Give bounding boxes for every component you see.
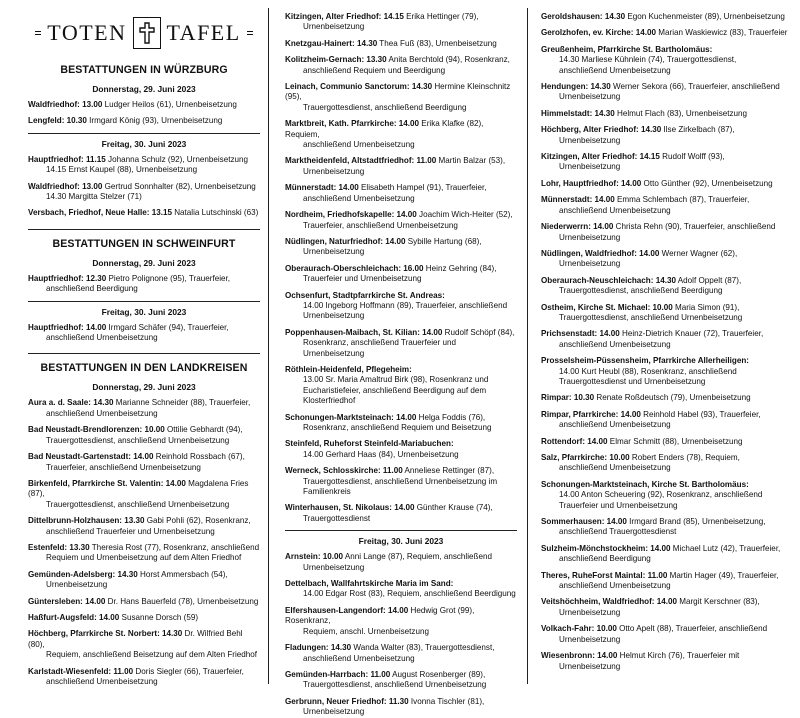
entry-text-continued: anschließend Beerdigung: [46, 284, 138, 294]
entry-location-time: Steinfeld, Ruheforst Steinfeld-Mariabuchen:: [285, 439, 454, 449]
entry-text: Natalia Lutschinski (63): [171, 208, 259, 218]
entry-text-continued: Urnenbeisetzung: [559, 259, 621, 269]
entry-text-continued: 14.00 Gerhard Haas (84), Urnenbeisetzung: [303, 449, 459, 459]
funeral-entry: [285, 552, 517, 573]
funeral-entry: [541, 195, 791, 216]
entry-text: Marian Waskiewicz (83), Trauerfeier: [656, 28, 788, 38]
entry-text: Horst Ammersbach (54),: [137, 569, 228, 579]
entry-text-continued: anschließend Urnenbeisetzung: [559, 581, 671, 591]
entry-text: Ivonna Tischler (81),: [408, 696, 485, 706]
entry-text: Günther Krause (74),: [414, 503, 493, 513]
entry-text: Ludger Heilos (61), Urnenbeisetzung: [102, 100, 237, 109]
entry-location-time: Kitzingen, Alter Friedhof: 14.15: [541, 152, 660, 162]
funeral-entry: [541, 544, 791, 565]
entry-text-continued: Trauergottesdienst, anschließend Beerdigung: [559, 286, 723, 296]
entry-text-continued: Urnenbeisetzung: [46, 580, 108, 590]
entry-location-time: Winterhausen, St. Nikolaus: 14.00: [285, 503, 415, 513]
entry-text-continued: Urnenbeisetzung: [303, 311, 365, 321]
entry-location-time: Waldfriedhof: 13.00: [28, 100, 103, 109]
entry-text-continued: Trauerfeier, anschließend Urnenbeisetzung: [303, 220, 458, 230]
funeral-entry: [541, 303, 791, 324]
entry-text: Magdalena Fries (87),: [28, 478, 249, 499]
entry-text-continued: Urnenbeisetzung: [303, 247, 365, 257]
date-header: Freitag, 30. Juni 2023: [28, 301, 260, 317]
entry-text-continued: Urnenbeisetzung: [559, 162, 621, 172]
entry-text-continued: Trauergottesdienst: [303, 513, 371, 523]
entry-location-time: Oberaurach-Oberschleichach: 16.00: [285, 263, 424, 273]
funeral-entry: [285, 82, 517, 113]
entry-location-time: Oberaurach-Neuschleichach: 14.30: [541, 275, 676, 285]
entry-text-continued: 14.00 Ingeborg Hoffmann (89), Trauerfeier, anschließend: [303, 300, 508, 310]
entry-location-time: Rimpar: 10.30: [541, 393, 595, 403]
entry-text-continued: Requiem, anschließend Beisetzung auf dem Alten Friedhof: [46, 650, 258, 660]
entry-location-time: Schonungen-Marktsteinach: 14.00: [285, 412, 417, 422]
entry-location-time: Dittelbrunn-Holzhausen: 13.30: [28, 516, 145, 526]
funeral-entry: [285, 12, 517, 33]
entry-text-continued: anschließend Urnenbeisetzung: [559, 420, 671, 430]
entry-text-continued: Trauergottesdienst, anschließend Beerdigung: [303, 102, 467, 112]
funeral-entry: [541, 571, 791, 592]
entry-text: Joachim Wich-Heiter (52),: [416, 210, 513, 220]
entry-text: Wanda Walter (83), Trauergottesdienst,: [351, 643, 495, 653]
entry-text: Elisabeth Hampel (91), Trauerfeier,: [358, 183, 487, 193]
funeral-entry: [28, 425, 260, 446]
funeral-entry: [541, 82, 791, 103]
entry-location-time: Gerolzhofen, ev. Kirche: 14.00: [541, 28, 656, 38]
entry-text: Anneliese Rettinger (87),: [402, 466, 495, 476]
entry-text: Theresia Rost (77), Rosenkranz, anschließend: [89, 542, 260, 552]
column-3-body: [541, 12, 791, 672]
entry-text-continued: Trauerfeier, anschließend Urnenbeisetzung: [46, 462, 201, 472]
entry-text-continued: anschließend Urnenbeisetzung: [303, 140, 415, 150]
section-title: BESTATTUNGEN IN DEN LANDKREISEN: [28, 353, 260, 374]
funeral-entry: [28, 613, 260, 623]
entry-text: Thea Fuß (83), Urnenbeisetzung: [377, 38, 497, 48]
entry-location-time: Gerbrunn, Neuer Friedhof: 11.30: [285, 696, 409, 706]
entry-text-continued: anschließend Urnenbeisetzung: [303, 653, 415, 663]
entry-text-continued: 13.00 Sr. Maria Amaltrud Birk (98), Rosenkranz und: [303, 375, 489, 385]
entry-text: Helga Foddis (76),: [416, 412, 486, 422]
funeral-entry: [541, 152, 791, 173]
entry-text-continued: Urnenbeisetzung: [559, 232, 621, 242]
funeral-entry: [28, 208, 260, 218]
entry-location-time: Röthlein-Heidenfeld, Pflegeheim:: [285, 364, 412, 374]
entry-text-continued: 14.30 Margitta Stelzer (71): [46, 192, 142, 202]
entry-text: Reinhold Rossbach (67),: [153, 452, 245, 462]
funeral-entry: [28, 570, 260, 591]
entry-text: Hedwig Grot (99), Rosenkranz,: [285, 605, 475, 626]
entry-text-continued: Klosterfriedhof: [303, 396, 356, 406]
funeral-entry: [28, 155, 260, 176]
entry-text: Maria Simon (91),: [672, 302, 740, 312]
entry-text: Rudolf Wolff (93),: [659, 152, 725, 162]
funeral-entry: [28, 116, 260, 126]
entry-text: Irmgard König (93), Urnenbeisetzung: [86, 116, 223, 126]
entry-location-time: Poppenhausen-Maibach, St. Kilian: 14.00: [285, 327, 443, 337]
entry-text: Ilse Zirkelbach (87),: [661, 125, 735, 135]
date-header: Donnerstag, 29. Juni 2023: [92, 84, 196, 94]
entry-location-time: Hendungen: 14.30: [541, 82, 611, 92]
entry-location-time: Himmelstadt: 14.30: [541, 108, 615, 118]
entry-text-continued: 14.00 Anton Scheuering (92), Rosenkranz, anschließend: [559, 490, 763, 500]
funeral-entry: [28, 667, 260, 688]
entry-location-time: Hauptfriedhof: 14.00: [28, 322, 107, 332]
entry-location-time: Höchberg, Pfarrkirche St. Norbert: 14.30: [28, 629, 183, 639]
masthead-rule-right: [247, 31, 253, 35]
entry-text: Helmut Kirch (76), Trauerfeier mit: [617, 651, 740, 661]
funeral-entry: [28, 516, 260, 537]
entry-text-continued: anschließend Urnenbeisetzung: [559, 65, 671, 75]
entry-location-time: Haßfurt-Augsfeld: 14.00: [28, 612, 120, 622]
funeral-entry: [28, 182, 260, 203]
funeral-entry: [541, 356, 791, 387]
date-header: Donnerstag, 29. Juni 2023: [92, 382, 196, 393]
entry-location-time: Veitshöchheim, Waldfriedhof: 14.00: [541, 597, 677, 607]
funeral-entry: [541, 329, 791, 350]
entry-text: Dr. Hans Bauerfeld (78), Urnenbeisetzung: [105, 596, 259, 606]
entry-location-time: Dettelbach, Wallfahrtskirche Maria im Sand:: [285, 579, 454, 589]
entry-text-continued: anschließend Urnenbeisetzung: [46, 677, 158, 686]
entry-text-continued: anschließend Urnenbeisetzung: [303, 193, 415, 203]
entry-text: Otto Apelt (88), Trauerfeier, anschließend: [616, 624, 768, 634]
funeral-entry: [285, 264, 517, 285]
funeral-entry: [285, 55, 517, 76]
entry-location-time: Greußenheim, Pfarrkirche St. Bartholomäus:: [541, 44, 713, 54]
entry-text-continued: anschließend Trauerfeier und Urnenbeisetzung: [46, 526, 215, 536]
funeral-entry: [541, 393, 791, 403]
entry-text-continued: anschließend Trauergottesdienst: [559, 527, 677, 537]
entry-location-time: Lengfeld: 10.30: [28, 116, 87, 126]
entry-text: Reinhold Habel (93), Trauerfeier,: [640, 409, 761, 419]
entry-text: Heinz-Dietrich Knauer (72), Trauerfeier,: [619, 329, 764, 339]
entry-text-continued: anschließend Urnenbeisetzung: [46, 408, 158, 418]
entry-location-time: Salz, Pfarrkirche: 10.00: [541, 453, 630, 462]
entry-text: Martin Hager (49), Trauerfeier,: [667, 570, 779, 580]
entry-text: Anni Lange (87), Requiem, anschließend: [343, 552, 492, 562]
entry-text-continued: Trauergottesdienst, anschließend Urnenbeisetzung: [559, 312, 743, 322]
entry-location-time: Geroldshausen: 14.30: [541, 12, 626, 21]
entry-location-time: Volkach-Fahr: 10.00: [541, 624, 617, 634]
entry-text-continued: Trauergottesdienst, anschließend Urnenbeisetzung: [46, 435, 230, 445]
entry-text-continued: Trauerfeier und Urnenbeisetzung: [303, 274, 422, 284]
entry-text: Hermine Kleinschnitz (95),: [285, 82, 511, 102]
funeral-entry: [541, 12, 791, 22]
entry-location-time: Kitzingen, Alter Friedhof: 14.15: [285, 12, 404, 21]
funeral-entry: [285, 606, 517, 637]
entry-location-time: Kolitzheim-Gernach: 13.30: [285, 55, 387, 65]
column-2: [285, 12, 517, 717]
entry-location-time: Nüdlingen, Waldfriedhof: 14.00: [541, 248, 660, 258]
entry-location-time: Güntersleben: 14.00: [28, 596, 106, 606]
date-header: Freitag, 30. Juni 2023: [285, 530, 517, 546]
entry-location-time: Gemünden-Harrbach: 11.00: [285, 669, 391, 679]
column-3: [541, 12, 791, 704]
funeral-entry: [28, 274, 260, 295]
funeral-entry: [28, 597, 260, 607]
funeral-entry: [285, 670, 517, 691]
entry-location-time: Bad Neustadt-Gartenstadt: 14.00: [28, 452, 154, 462]
funeral-entry: [285, 291, 517, 322]
entry-location-time: Höchberg, Alter Friedhof: 14.30: [541, 125, 662, 135]
entry-location-time: Niederwerrn: 14.00: [541, 222, 614, 232]
entry-text: Renate Roßdeutsch (79), Urnenbeisetzung: [594, 393, 751, 403]
entry-location-time: Rottendorf: 14.00: [541, 436, 608, 446]
entry-text-continued: Urnenbeisetzung: [559, 92, 621, 102]
entry-location-time: Estenfeld: 13.30: [28, 542, 90, 552]
entry-text-continued: Requiem, anschl. Urnenbeisetzung: [303, 626, 429, 636]
funeral-entry: [285, 39, 517, 49]
entry-text-continued: Urnenbeisetzung: [303, 22, 365, 32]
entry-location-time: Aura a. d. Saale: 14.30: [28, 398, 114, 408]
entry-location-time: Waldfriedhof: 13.00: [28, 181, 103, 191]
entry-text-continued: Rosenkranz, anschließend Trauerfeier und Urnenbeisetzung: [303, 338, 456, 358]
funeral-entry: [541, 109, 791, 119]
entry-text-continued: Familienkreis: [303, 487, 351, 497]
date-header: Freitag, 30. Juni 2023: [28, 133, 260, 149]
section-title: BESTATTUNGEN IN WÜRZBURG: [60, 64, 228, 76]
entry-text: Otto Günther (92), Urnenbeisetzung: [641, 178, 773, 188]
funeral-entry: [541, 517, 791, 538]
entry-location-time: Elfershausen-Langendorf: 14.00: [285, 605, 409, 615]
funeral-entry: [28, 479, 260, 510]
entry-text-continued: Rosenkranz, anschließend Requiem und Beisetzung: [303, 423, 492, 432]
entry-text: Irmgard Brand (85), Urnenbeisetzung,: [626, 517, 766, 527]
funeral-entry: [541, 597, 791, 618]
entry-text: Werner Sekora (66), Trauerfeier, anschließend: [610, 82, 780, 92]
funeral-entry: [285, 503, 517, 524]
entry-location-time: Karlstadt-Wiesenfeld: 11.00: [28, 666, 134, 676]
entry-text-continued: Trauerfeier und Urnenbeisetzung: [559, 500, 678, 510]
entry-text: Rudolf Schöpf (84),: [442, 327, 515, 337]
entry-text-continued: 14.00 Edgar Rost (83), Requiem, anschließend Beerdigung: [303, 589, 516, 599]
entry-location-time: Rimpar, Pfarrkirche: 14.00: [541, 409, 641, 419]
entry-location-time: Sommerhausen: 14.00: [541, 517, 627, 527]
entry-location-time: Sulzheim-Mönchstockheim: 14.00: [541, 543, 671, 553]
entry-text-continued: Trauergottesdienst, anschließend Urnenbeisetzung: [303, 680, 487, 690]
funeral-entry: [285, 365, 517, 407]
funeral-entry: [541, 410, 791, 431]
entry-location-time: Schonungen-Marktsteinach, Kirche St. Bartholomäus:: [541, 479, 749, 489]
entry-text-continued: anschließend Requiem und Beerdigung: [303, 65, 446, 75]
entry-text-continued: 14.15 Ernst Kaupel (88), Urnenbeisetzung: [46, 165, 198, 175]
funeral-entry: [541, 249, 791, 270]
funeral-entry: [28, 543, 260, 564]
entry-text: Susanne Dorsch (59): [119, 612, 199, 622]
entry-text: Doris Siegler (66), Trauerfeier,: [133, 666, 244, 676]
funeral-entry: [541, 624, 791, 645]
entry-text-continued: Requiem und Urnenbeisetzung auf dem Alten Friedhof: [46, 553, 242, 563]
entry-text-continued: anschließend Urnenbeisetzung: [46, 333, 158, 343]
funeral-entry: [285, 643, 517, 664]
funeral-entry: [285, 328, 517, 359]
entry-text: Helmut Flach (83), Urnenbeisetzung: [614, 108, 748, 118]
entry-text-continued: Trauergottesdienst und Urnenbeisetzung: [559, 376, 706, 386]
funeral-entry: [541, 651, 791, 672]
entry-text: Egon Kuchenmeister (89), Urnenbeisetzung: [625, 12, 785, 21]
entry-location-time: Hauptfriedhof: 11.15: [28, 154, 106, 164]
entry-text: Emma Schlembach (87), Trauerfeier,: [614, 195, 750, 205]
entry-text: Heinz Gehring (84),: [423, 263, 497, 273]
entry-text: Gertrud Sonnhalter (82), Urnenbeisetzung: [102, 181, 256, 191]
funeral-entry: [285, 413, 517, 434]
entry-location-time: Gemünden-Adelsberg: 14.30: [28, 569, 138, 579]
entry-location-time: Theres, RuheForst Maintal: 11.00: [541, 570, 668, 580]
entry-text: August Rosenberger (89),: [390, 669, 486, 679]
entry-text-continued: 14.30 Marliese Kühnlein (74), Trauergottesdienst,: [559, 55, 737, 65]
funeral-entry: [285, 439, 517, 460]
entry-text: Erika Klafke (82), Requiem,: [285, 119, 484, 139]
entry-location-time: Ostheim, Kirche St. Michael: 10.00: [541, 302, 673, 312]
entry-text-continued: Urnenbeisetzung: [303, 166, 365, 176]
entry-location-time: Leinach, Communio Sanctorum: 14.30: [285, 82, 433, 92]
funeral-entry: [285, 119, 517, 150]
funeral-entry: [285, 156, 517, 177]
entry-text: Pietro Polignone (95), Trauerfeier,: [106, 273, 230, 283]
entry-text-continued: anschließend Beerdigung: [559, 554, 651, 564]
column-divider: [527, 8, 528, 684]
funeral-entry: [28, 629, 260, 660]
entry-text: Anita Berchtold (94), Rosenkranz,: [386, 55, 510, 65]
entry-location-time: Knetzgau-Hainert: 14.30: [285, 38, 378, 48]
entry-text-continued: Urnenbeisetzung: [559, 634, 621, 644]
entry-text: Marianne Schneider (88), Trauerfeier,: [113, 398, 251, 408]
entry-text: Robert Enders (78), Requiem,: [629, 453, 740, 462]
entry-text: Adolf Oppelt (87),: [675, 275, 742, 285]
entry-location-time: Versbach, Friedhof, Neue Halle: 13.15: [28, 208, 172, 218]
entry-text: Erika Hettinger (79),: [403, 12, 479, 21]
entry-location-time: Wiesenbronn: 14.00: [541, 651, 618, 661]
entry-text: Dr. Wilfried Behl (80),: [28, 629, 243, 649]
funeral-entry: [28, 323, 260, 344]
column-divider: [268, 8, 269, 684]
funeral-entry: [285, 579, 517, 600]
entry-location-time: Birkenfeld, Pfarrkirche St. Valentin: 14.00: [28, 478, 186, 488]
entry-text-continued: Urnenbeisetzung: [559, 135, 621, 145]
column-2-body: [285, 12, 517, 718]
entry-text-continued: Eucharistiefeier, anschließend Beerdigung auf dem: [303, 385, 487, 395]
funeral-entry: [285, 210, 517, 231]
entry-text: Margit Kerschner (83),: [676, 597, 760, 607]
entry-text-continued: anschließend Urnenbeisetzung: [559, 339, 671, 349]
entry-location-time: Nordheim, Friedhofskapelle: 14.00: [285, 210, 417, 220]
entry-text-continued: Trauergottesdienst, anschließend Urnenbeisetzung im: [303, 476, 498, 486]
entry-text: Elmar Schmitt (88), Urnenbeisetzung: [607, 436, 743, 446]
entry-text: Martin Balzar (53),: [436, 156, 506, 166]
entry-location-time: Münnerstadt: 14.00: [285, 183, 359, 193]
entry-location-time: Ochsenfurt, Stadtpfarrkirche St. Andreas:: [285, 290, 445, 300]
entry-text: Michael Lutz (42), Trauerfeier,: [670, 543, 781, 553]
entry-text: Christa Rehn (90), Trauerfeier, anschließend: [613, 222, 776, 232]
funeral-entry: [541, 480, 791, 511]
funeral-entry: [541, 276, 791, 297]
entry-text: Sybille Hartung (68),: [405, 236, 482, 246]
entry-text-continued: Urnenbeisetzung: [559, 607, 621, 617]
funeral-entry: [285, 697, 517, 718]
funeral-entry: [541, 125, 791, 146]
funeral-entry: [28, 398, 260, 419]
entry-text: Johanna Schulz (92), Urnenbeisetzung: [105, 154, 248, 164]
entry-location-time: Hauptfriedhof: 12.30: [28, 273, 107, 283]
entry-text: Irmgard Schäfer (94), Trauerfeier,: [106, 322, 229, 332]
entry-location-time: Bad Neustadt-Brendlorenzen: 10.00: [28, 425, 165, 435]
column-1-body: [28, 64, 260, 687]
funeral-entry: [541, 179, 791, 189]
entry-location-time: Marktbreit, Kath. Pfarrkirche: 14.00: [285, 119, 420, 129]
section-title: BESTATTUNGEN IN SCHWEINFURT: [28, 229, 260, 250]
funeral-entry: [285, 237, 517, 258]
entry-text-continued: anschließend Urnenbeisetzung: [559, 205, 671, 215]
entry-text-continued: Urnenbeisetzung: [303, 562, 365, 572]
entry-location-time: Nüdlingen, Naturfriedhof: 14.00: [285, 236, 406, 246]
entry-text-continued: Urnenbeisetzung: [559, 661, 621, 671]
funeral-entry: [541, 437, 791, 447]
entry-text: Ottilie Gebhardt (94),: [164, 425, 243, 435]
masthead: [28, 12, 260, 54]
funeral-entry: [285, 183, 517, 204]
entry-text: Gabi Pohli (62), Rosenkranz,: [144, 516, 251, 526]
funeral-entry: [28, 452, 260, 473]
entry-location-time: Lohr, Hauptfriedhof: 14.00: [541, 178, 642, 188]
entry-location-time: Werneck, Schlosskirche: 11.00: [285, 466, 403, 476]
entry-location-time: Münnerstadt: 14.00: [541, 195, 615, 205]
masthead-word-right: TAFEL: [166, 20, 241, 45]
entry-location-time: Prichsenstadt: 14.00: [541, 329, 620, 339]
funeral-entry: [285, 466, 517, 497]
entry-location-time: Arnstein: 10.00: [285, 552, 344, 562]
entry-text-continued: Trauergottesdienst, anschließend Urnenbeisetzung: [46, 499, 230, 509]
entry-text: Werner Wagner (62),: [659, 248, 738, 258]
entry-location-time: Prosselsheim-Püssensheim, Pfarrkirche Allerheiligen:: [541, 356, 749, 366]
funeral-entry: [541, 45, 791, 76]
cross-icon: [133, 17, 161, 49]
entry-location-time: Marktheidenfeld, Altstadtfriedhof: 11.00: [285, 156, 437, 166]
masthead-rule-left: [35, 31, 41, 35]
entry-text-continued: anschließend Urnenbeisetzung: [559, 463, 671, 473]
entry-text-continued: Urnenbeisetzung: [303, 707, 365, 717]
funeral-entry: [541, 222, 791, 243]
masthead-word-left: TOTEN: [47, 20, 127, 45]
date-header: Donnerstag, 29. Juni 2023: [92, 257, 196, 268]
entry-location-time: Fladungen: 14.30: [285, 643, 352, 653]
entry-text-continued: 14.00 Kurt Heubl (88), Rosenkranz, anschließend: [559, 366, 737, 376]
funeral-entry: [541, 453, 791, 474]
funeral-entry: [28, 100, 260, 110]
funeral-entry: [541, 28, 791, 38]
column-1: [28, 12, 260, 704]
